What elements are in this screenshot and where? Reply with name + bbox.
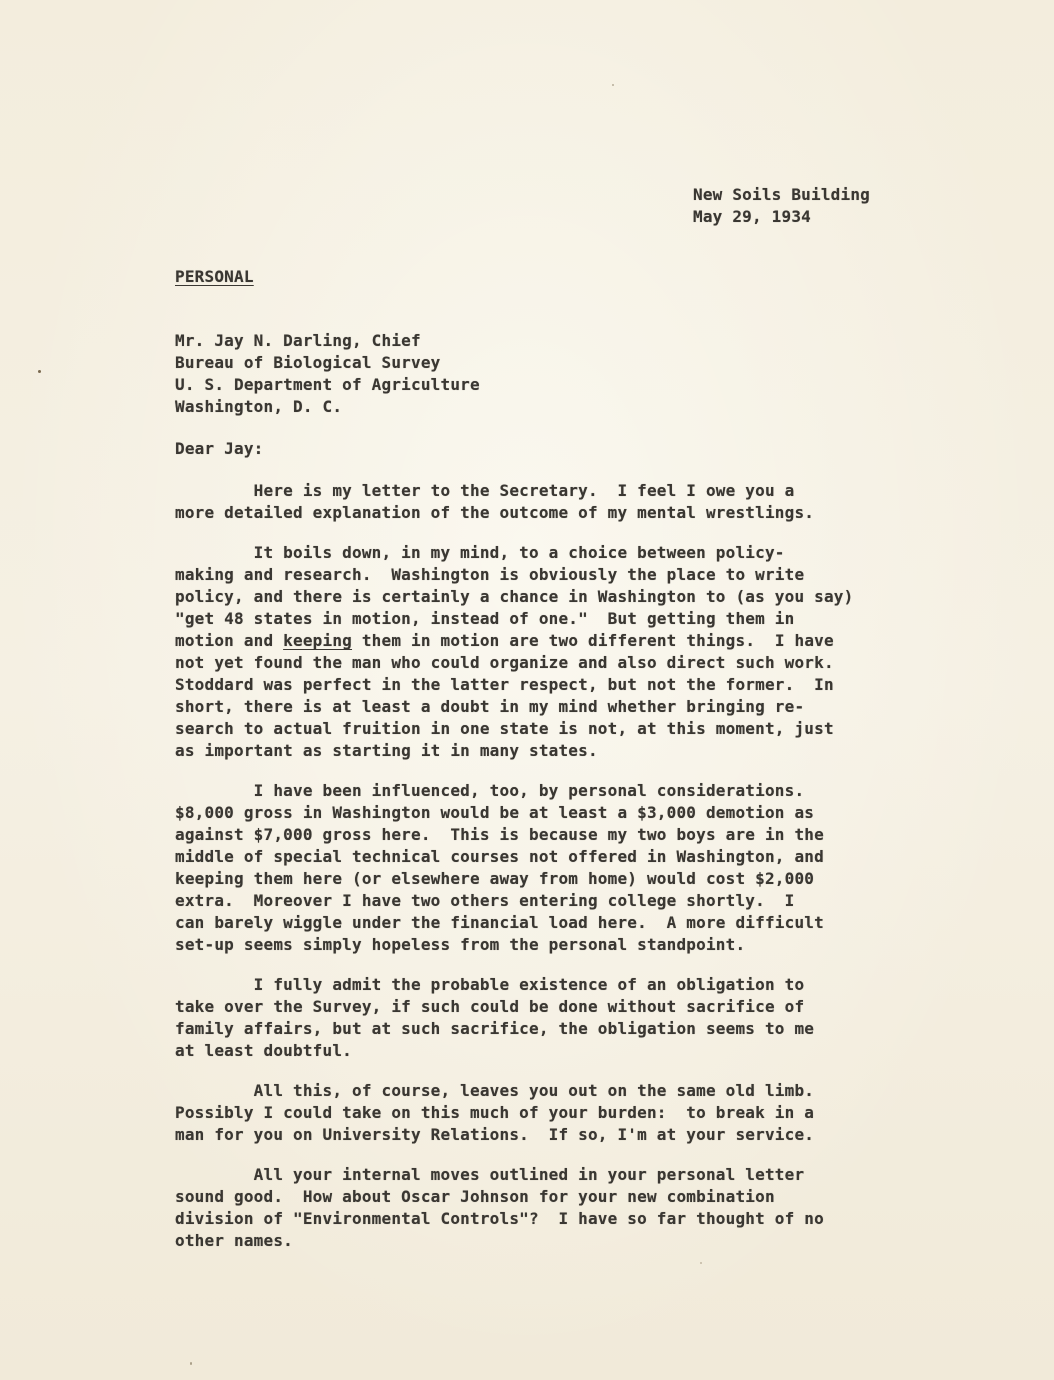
letter-date: May 29, 1934 [693, 207, 811, 226]
paragraph-5-line-3: man for you on University Relations. If so, I'm at your service. [175, 1125, 815, 1144]
paragraph-4-line-3: family affairs, but at such sacrifice, the obligation seems to me [175, 1019, 815, 1038]
paragraph-3-line-3: against $7,000 gross here. This is because my two boys are in the [175, 825, 824, 844]
paragraph-3-line-5: keeping them here (or elsewhere away from home) would cost $2,000 [175, 869, 815, 888]
paragraph-3-line-8: set-up seems simply hopeless from the personal standpoint. [175, 935, 746, 954]
paragraph-2-line-9: search to actual fruition in one state is not, at this moment, just [175, 719, 834, 738]
paragraph-2-line-3: policy, and there is certainly a chance in Washington to (as you say) [175, 587, 854, 606]
addressee-name: Mr. Jay N. Darling, Chief [175, 331, 421, 350]
paragraph-2-line-6: not yet found the man who could organize and also direct such work. [175, 653, 834, 672]
addressee-organization: Bureau of Biological Survey [175, 353, 441, 372]
sender-location: New Soils Building [693, 185, 870, 204]
paragraph-3-line-7: can barely wiggle under the financial load here. A more difficult [175, 913, 824, 932]
paragraph-4-line-1: I fully admit the probable existence of an obligation to [175, 975, 805, 994]
paragraph-3-line-1: I have been influenced, too, by personal considerations. [175, 781, 805, 800]
paragraph-3-line-2: $8,000 gross in Washington would be at least a $3,000 demotion as [175, 803, 815, 822]
paragraph-6-line-4: other names. [175, 1231, 293, 1250]
salutation: Dear Jay: [175, 439, 264, 458]
paragraph-5-line-1: All this, of course, leaves you out on the same old limb. [175, 1081, 815, 1100]
paragraph-2-line-8: short, there is at least a doubt in my mind whether bringing re- [175, 697, 805, 716]
personal-marking: PERSONAL [175, 267, 254, 286]
paragraph-2-line-5-end: them in motion are two different things. I have [352, 631, 834, 650]
paragraph-2-line-2: making and research. Washington is obviously the place to write [175, 565, 805, 584]
paragraph-6-line-1: All your internal moves outlined in your personal letter [175, 1165, 805, 1184]
paragraph-4-line-4: at least doubtful. [175, 1041, 352, 1060]
paragraph-2-line-7: Stoddard was perfect in the latter respect, but not the former. In [175, 675, 834, 694]
paragraph-2-line-1: It boils down, in my mind, to a choice between policy- [175, 543, 785, 562]
paragraph-2-line-5 [175, 630, 834, 652]
emphasized-word: keeping [283, 631, 353, 650]
paragraph-1-line-1: Here is my letter to the Secretary. I feel I owe you a [175, 481, 795, 500]
paragraph-2-line-5-start: motion and [175, 631, 284, 650]
paragraph-5-line-2: Possibly I could take on this much of your burden: to break in a [175, 1103, 815, 1122]
paragraph-3-line-6: extra. Moreover I have two others entering college shortly. I [175, 891, 795, 910]
addressee-department: U. S. Department of Agriculture [175, 375, 480, 394]
paragraph-4-line-2: take over the Survey, if such could be done without sacrifice of [175, 997, 805, 1016]
paragraph-6-line-3: division of "Environmental Controls"? I have so far thought of no [175, 1209, 824, 1228]
paragraph-1-line-2: more detailed explanation of the outcome of my mental wrestlings. [175, 503, 815, 522]
paragraph-2-line-10: as important as starting it in many states. [175, 741, 598, 760]
paragraph-2-line-4: "get 48 states in motion, instead of one." But getting them in [175, 609, 795, 628]
addressee-city: Washington, D. C. [175, 397, 343, 416]
paragraph-3-line-4: middle of special technical courses not offered in Washington, and [175, 847, 824, 866]
paragraph-6-line-2: sound good. How about Oscar Johnson for your new combination [175, 1187, 775, 1206]
